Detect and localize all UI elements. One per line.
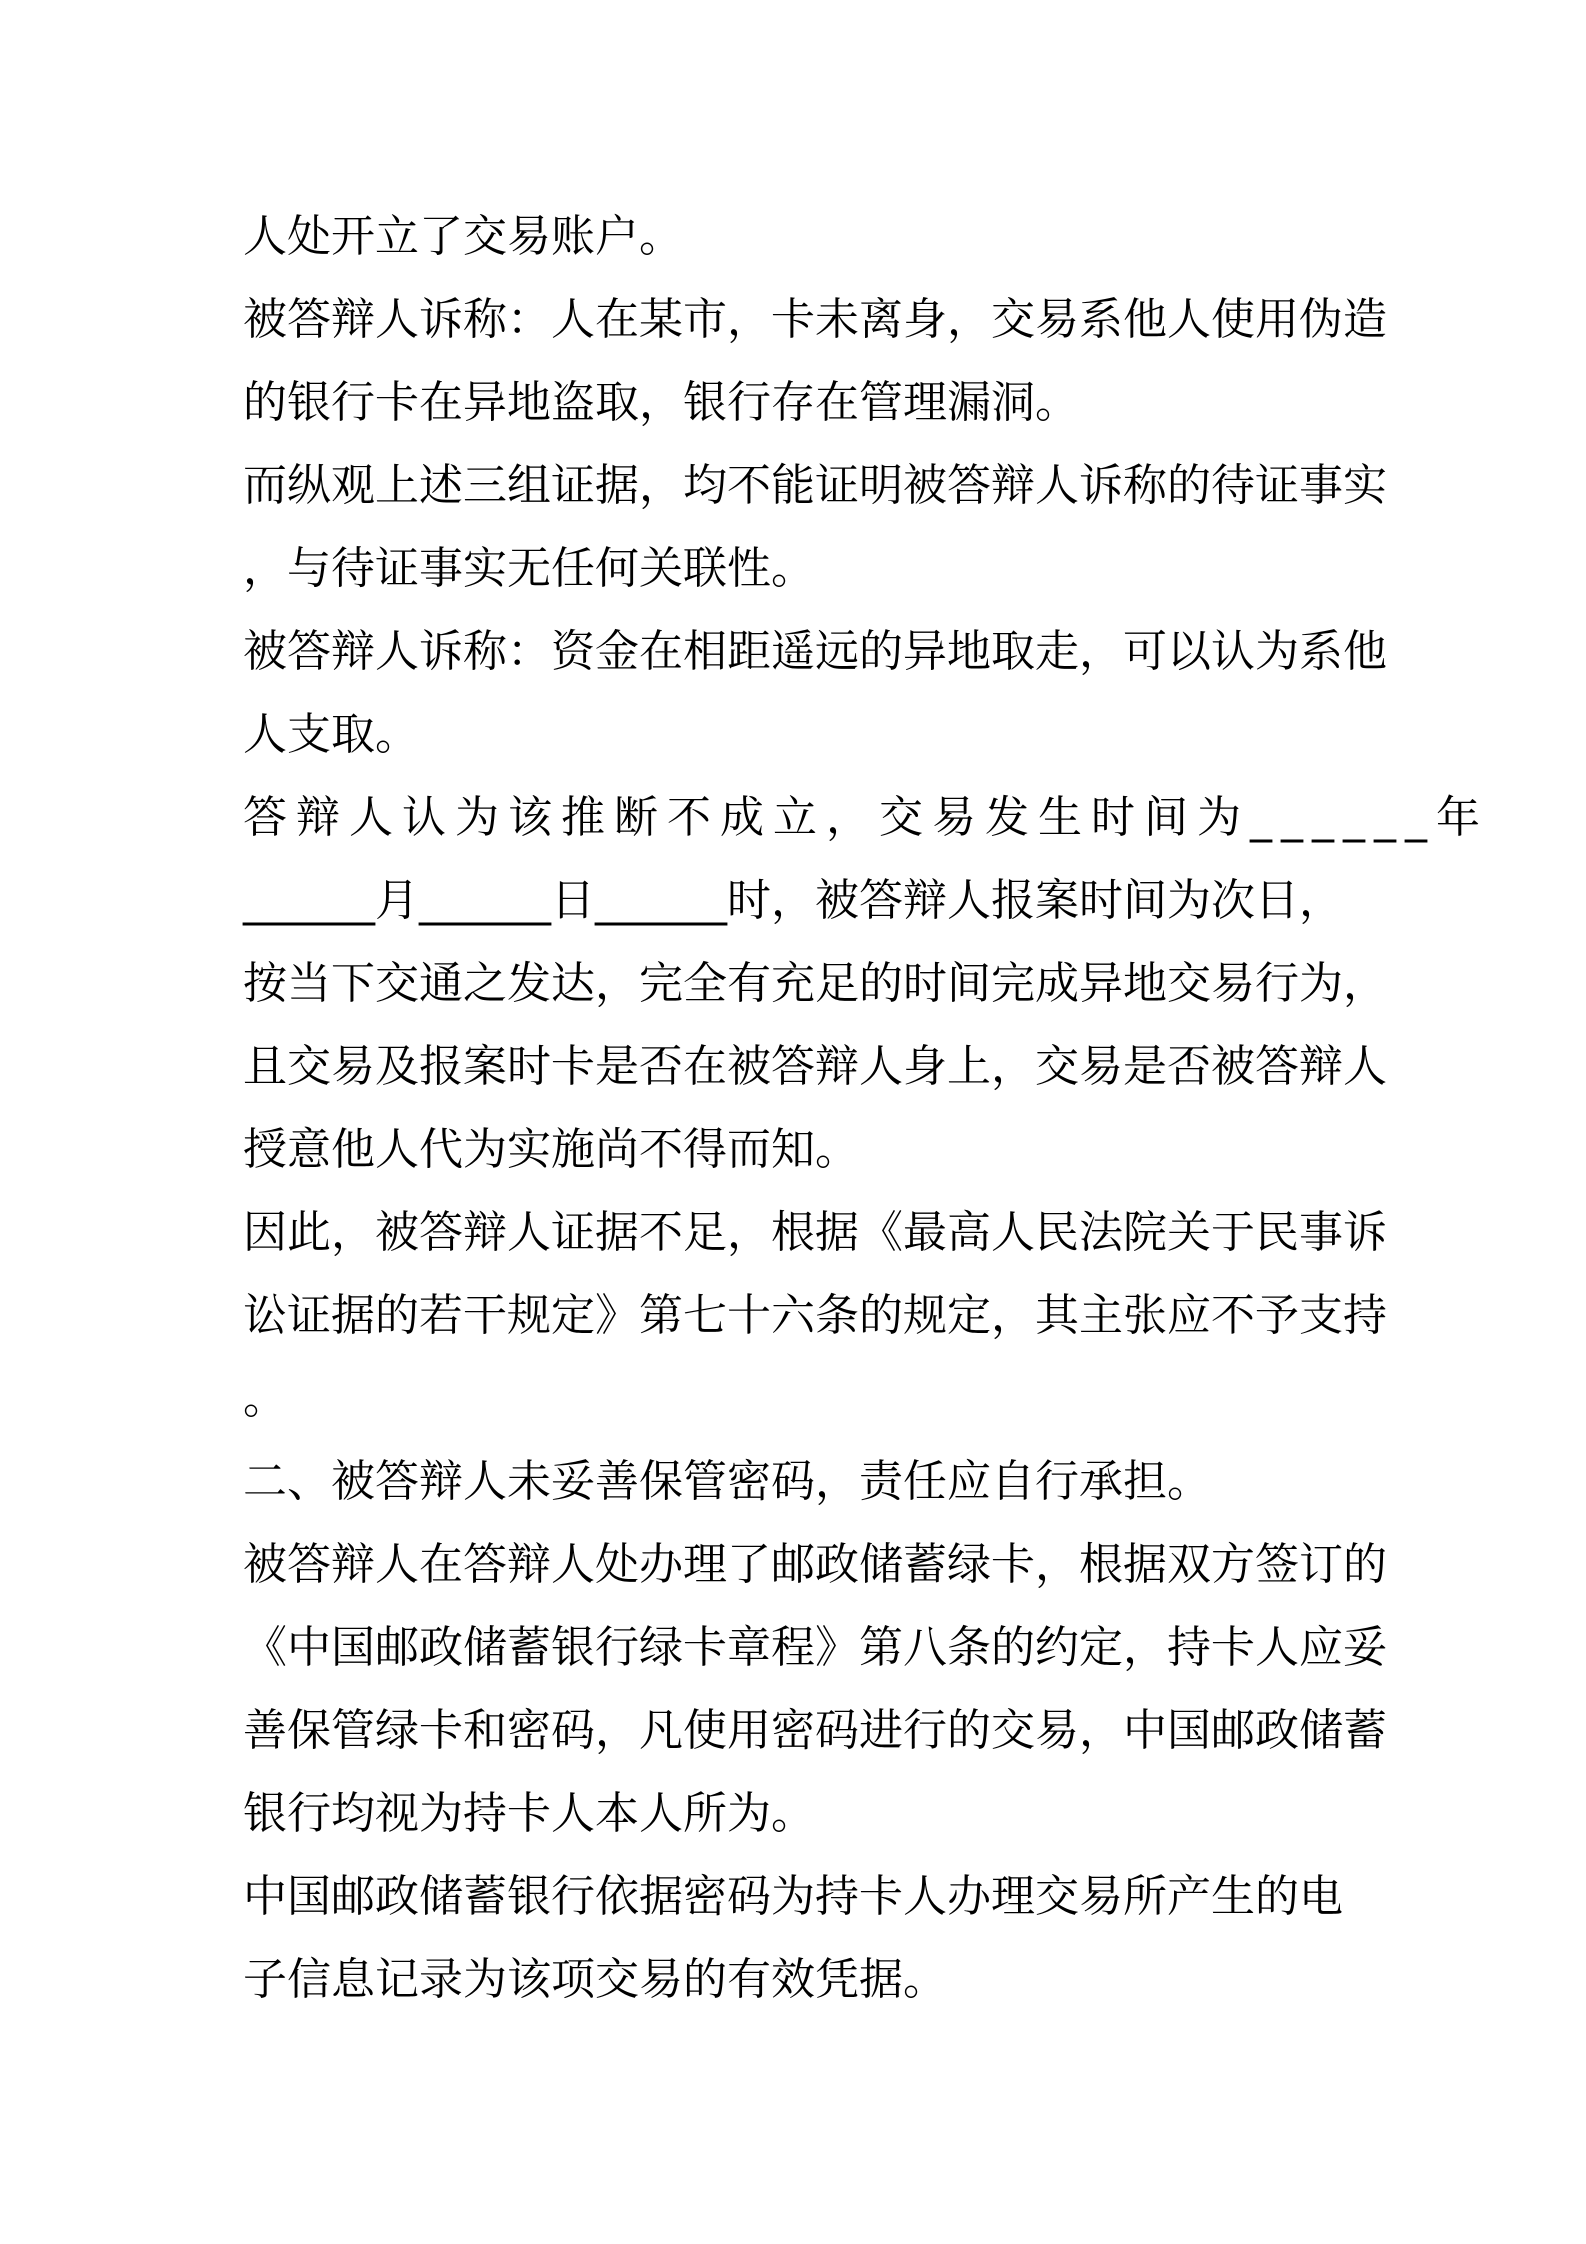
- document-body: [243, 195, 1489, 2021]
- text-line: 银行均视为持卡人本人所为。: [243, 1788, 815, 1839]
- text-line: ，与待证事实无任何关联性。: [243, 543, 815, 594]
- text-line: 讼证据的若干规定》第七十六条的规定，其主张应不予支持: [243, 1290, 1387, 1341]
- text-line: 且交易及报案时卡是否在被答辩人身上，交易是否被答辩人: [243, 1041, 1387, 1092]
- text-line: 的银行卡在异地盗取，银行存在管理漏洞。: [243, 377, 1079, 428]
- text-line: 《中国邮政储蓄银行绿卡章程》第八条的约定，持卡人应妥: [243, 1622, 1387, 1673]
- text-line: 人处开立了交易账户。: [243, 211, 683, 262]
- text-line: 人支取。: [243, 709, 419, 760]
- text-line: 中国邮政储蓄银行依据密码为持卡人办理交易所产生的电: [243, 1871, 1343, 1922]
- text-line: 被答辩人诉称：资金在相距遥远的异地取走，可以认为系他: [243, 626, 1387, 677]
- text-line: 授意他人代为实施尚不得而知。: [243, 1124, 859, 1175]
- text-line: ______月______日______时，被答辩人报案时间为次日，: [243, 875, 1343, 926]
- text-line: 。: [243, 1373, 287, 1424]
- text-line: 被答辩人在答辩人处办理了邮政储蓄绿卡，根据双方签订的: [243, 1539, 1387, 1590]
- text-line: 二、被答辩人未妥善保管密码，责任应自行承担。: [243, 1456, 1211, 1507]
- text-line: 因此，被答辩人证据不足，根据《最高人民法院关于民事诉: [243, 1207, 1387, 1258]
- text-line: 子信息记录为该项交易的有效凭据。: [243, 1954, 947, 2005]
- text-line: 按当下交通之发达，完全有充足的时间完成异地交易行为，: [243, 958, 1387, 1009]
- text-line: 善保管绿卡和密码，凡使用密码进行的交易，中国邮政储蓄: [243, 1705, 1387, 1756]
- text-line: 被答辩人诉称：人在某市，卡未离身，交易系他人使用伪造: [243, 294, 1387, 345]
- text-line: 而纵观上述三组证据，均不能证明被答辩人诉称的待证事实: [243, 460, 1387, 511]
- text-line: 答辩人认为该推断不成立，交易发生时间为______年: [243, 792, 1489, 843]
